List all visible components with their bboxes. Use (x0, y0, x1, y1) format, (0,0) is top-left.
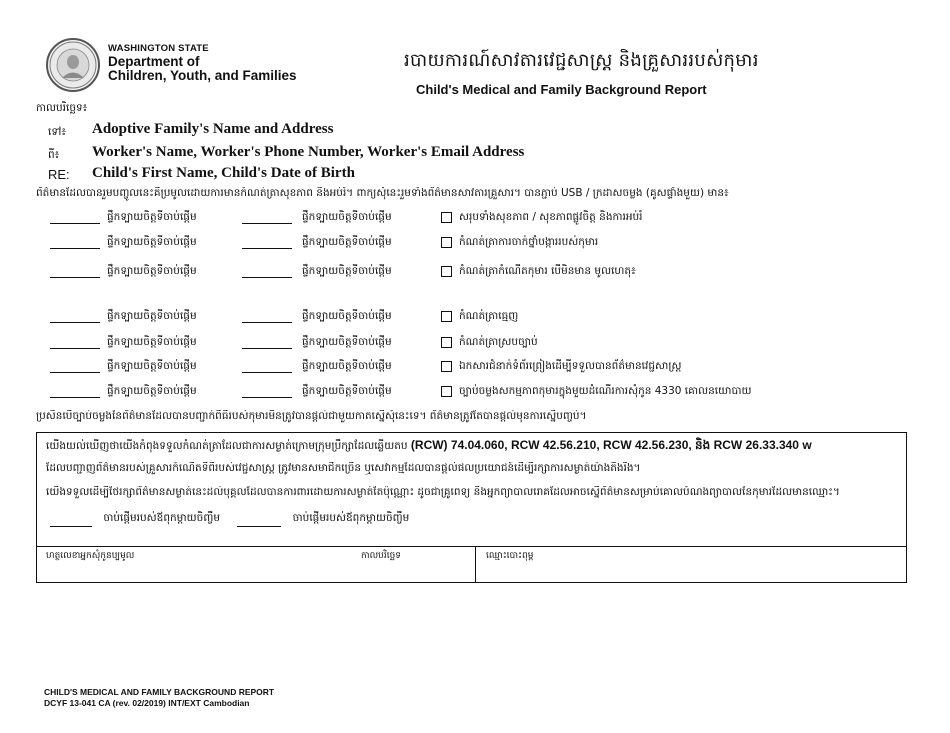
footer-form-number: DCYF 13-041 CA (rev. 02/2019) INT/EXT Cambodian (44, 697, 250, 708)
initials-row (46, 512, 409, 527)
seal-icon (48, 40, 98, 90)
checklist-item-label: ឯកសារជំនាក់ទំព័រព្រៀងដើម្បីទទួលបានព័ត៌មានវេជ្ជសាស្ត្រ (459, 360, 682, 372)
date-label: កាលបរិច្ឆេទ៖ (36, 102, 88, 114)
item-checkbox[interactable] (441, 361, 452, 372)
re-label: RE: (48, 167, 70, 182)
initial-line-col2[interactable] (242, 385, 292, 398)
checklist-item-label: កំណត់ត្រាការចាក់ថ្នាំបង្ការរបស់កុមារ (459, 236, 599, 248)
agency-state: WASHINGTON STATE (108, 43, 209, 54)
row-label-col1: ផ្ទឹកទ្បាយចិត្តទីចាប់ផ្តើម (107, 236, 197, 248)
agreement-line-3: យើងទទួលដើម្បីថែរក្សាព័ត៌មានសម្ងាត់នេះដល់បុគ្គលដែលបានការពារដោយការសម្ងាត់តែប៉ុណ្ណោះ ដូចជាគ្រូពេទ្យ និងអ្នកព្យាបាលរោគដែលអាចស្នើព័ត៌មានសម្រាប់គោលបំណងព្យាបាលនៃកុមារដែលមានឈ្មោះ។ (46, 486, 840, 498)
to-label: ទៅ៖ (48, 126, 66, 138)
initial-field-2[interactable] (237, 526, 281, 527)
agency-full: Children, Youth, and Families (108, 68, 297, 83)
rcw-citations: (RCW) 74.04.060, RCW 42.56.210, RCW 42.56.230, និង RCW 26.33.340 w (410, 438, 812, 452)
initial-line-col2[interactable] (242, 360, 292, 373)
re-value: Child's First Name, Child's Date of Birth (92, 165, 355, 181)
initial-line-col2[interactable] (242, 211, 292, 224)
initial-line-col2[interactable] (242, 336, 292, 349)
initial-line-col1[interactable] (50, 236, 100, 249)
initial-line-col1[interactable] (50, 360, 100, 373)
initial-line-col1[interactable] (50, 265, 100, 278)
agreement-line-1 (46, 437, 812, 455)
signature-date-label: កាលបរិច្ឆេទ (361, 551, 401, 561)
checklist-item-label: កំណត់ត្រាធ្មេញ (459, 310, 519, 322)
title-english: Child's Medical and Family Background Report (416, 82, 707, 97)
to-value: Adoptive Family's Name and Address (92, 121, 334, 137)
row-label-col1: ផ្ទឹកទ្បាយចិត្តទីចាប់ផ្តើម (107, 211, 197, 223)
footer (44, 687, 274, 708)
from-value: Worker's Name, Worker's Phone Number, Worker's Email Address (92, 144, 525, 160)
agreement-box (36, 432, 907, 583)
initial-line-col2[interactable] (242, 236, 292, 249)
signature-cell[interactable] (37, 547, 476, 583)
checklist-item-label: ច្បាប់ចម្លងសកម្មភាពកុមារក្នុងមួយដំណើរការសុំកូន 4330 គោលនយោបាយ (459, 385, 752, 397)
row-label-col2: ផ្ទឹកទ្បាយចិត្តទីចាប់ផ្តើម (302, 385, 392, 397)
row-label-col1: ផ្ទឹកទ្បាយចិត្តទីចាប់ផ្តើម (107, 336, 197, 348)
signature-label: ហត្ថលេខាអ្នកសុំកូនប្បមូល (46, 551, 135, 561)
checklist-item-label: កំណត់ត្រាកំណើតកុមារ បើមិនមាន មូលហេតុ៖ (459, 265, 636, 277)
from-label: ពី៖ (48, 149, 60, 161)
row-label-col2: ផ្ទឹកទ្បាយចិត្តទីចាប់ផ្តើម (302, 265, 392, 277)
agency-dept: Department of (108, 53, 200, 69)
initial-line-col2[interactable] (242, 265, 292, 278)
checklist-item-label: សរុបទាំងសុខភាព / សុខភាពផ្លូវចិត្ត និងការអប់រំ (459, 211, 643, 223)
state-seal (46, 38, 100, 92)
item-checkbox[interactable] (441, 266, 452, 277)
initial-label-2: ចាប់ផ្តើមរបស់ឪពុកម្តាយចិញ្ចឹម (292, 512, 410, 524)
row-label-col1: ផ្ទឹកទ្បាយចិត្តទីចាប់ផ្តើម (107, 265, 197, 277)
footer-title: CHILD'S MEDICAL AND FAMILY BACKGROUND REPORT (44, 687, 275, 697)
agreement-line-2: ដែលបញ្ជាញព័ត៌មានរបស់គ្រួសារកំណើតទីពីរបស់វេជ្ជសាស្ត្រ ត្រូវមានសមាជិកច្រើន ឬសេវាកម្មដែលបានផ្តល់ផលប្រយោជន៍ដើម្បីរក្សាការសម្ងាត់យ៉ាងតឹងរឹង។ (46, 462, 641, 474)
item-checkbox[interactable] (441, 386, 452, 397)
item-checkbox[interactable] (441, 337, 452, 348)
row-label-col2: ផ្ទឹកទ្បាយចិត្តទីចាប់ផ្តើម (302, 236, 392, 248)
printed-name-cell[interactable] (477, 547, 906, 583)
row-label-col2: ផ្ទឹកទ្បាយចិត្តទីចាប់ផ្តើម (302, 360, 392, 372)
printed-name-label: ឈ្មោះបោះពុម្ព (486, 551, 534, 561)
row-label-col1: ផ្ទឹកទ្បាយចិត្តទីចាប់ផ្តើម (107, 310, 197, 322)
checklist-item-label: កំណត់ត្រាស្របច្បាប់ (459, 336, 538, 348)
agency-name (108, 44, 297, 83)
item-checkbox[interactable] (441, 311, 452, 322)
intro-text: ព័ត៌មានដែលបានរួមបញ្ចូលនេះគឺប្រមូលដោយការមានកំណត់ត្រាសុខភាព និងអប់រំ។ ពាក្យសុំនេះរួមទាំងព័ត៌មានសាវតារគ្រួសារ។ បានភ្ជាប់ USB / ក្រដាសចម្លង (គូសផ្ទាំងមួយ) មាន៖ (36, 187, 729, 199)
initial-line-col1[interactable] (50, 310, 100, 323)
initial-line-col1[interactable] (50, 385, 100, 398)
initial-line-col1[interactable] (50, 211, 100, 224)
row-label-col2: ផ្ទឹកទ្បាយចិត្តទីចាប់ផ្តើម (302, 310, 392, 322)
initial-line-col2[interactable] (242, 310, 292, 323)
item-checkbox[interactable] (441, 237, 452, 248)
note-text: ប្រសិនបើច្បាប់ចម្លងនៃព័ត៌មានដែលបានបញ្ជាក់ពិធីរបស់កុមារមិនត្រូវបានផ្តល់ជាមួយកាតស្នើសុំនេះទេ។ ព័ត៌មានត្រូវតែបានផ្តល់មុនការស្នើបញ្ចប់។ (36, 410, 587, 422)
initial-line-col1[interactable] (50, 336, 100, 349)
signature-row (37, 546, 906, 583)
row-label-col1: ផ្ទឹកទ្បាយចិត្តទីចាប់ផ្តើម (107, 360, 197, 372)
initial-label-1: ចាប់ផ្តើមរបស់ឪពុកម្តាយចិញ្ចឹម (103, 512, 220, 524)
row-label-col2: ផ្ទឹកទ្បាយចិត្តទីចាប់ផ្តើម (302, 211, 392, 223)
initial-field-1[interactable] (50, 526, 92, 527)
row-label-col2: ផ្ទឹកទ្បាយចិត្តទីចាប់ផ្តើម (302, 336, 392, 348)
row-label-col1: ផ្ទឹកទ្បាយចិត្តទីចាប់ផ្តើម (107, 385, 197, 397)
title-khmer: របាយការណ៍សាវតារវេជ្ជសាស្ត្រ និងគ្រួសាររបស់កុមារ (404, 50, 759, 71)
agreement-line-1-khmer: យើងយល់ឃើញថាយើងកំពុងទទួលកំណត់ត្រាដែលជាការសម្ងាត់ក្រោមក្រុមប្រឹក្សាដែលឆ្លើយតប (46, 440, 408, 452)
item-checkbox[interactable] (441, 212, 452, 223)
